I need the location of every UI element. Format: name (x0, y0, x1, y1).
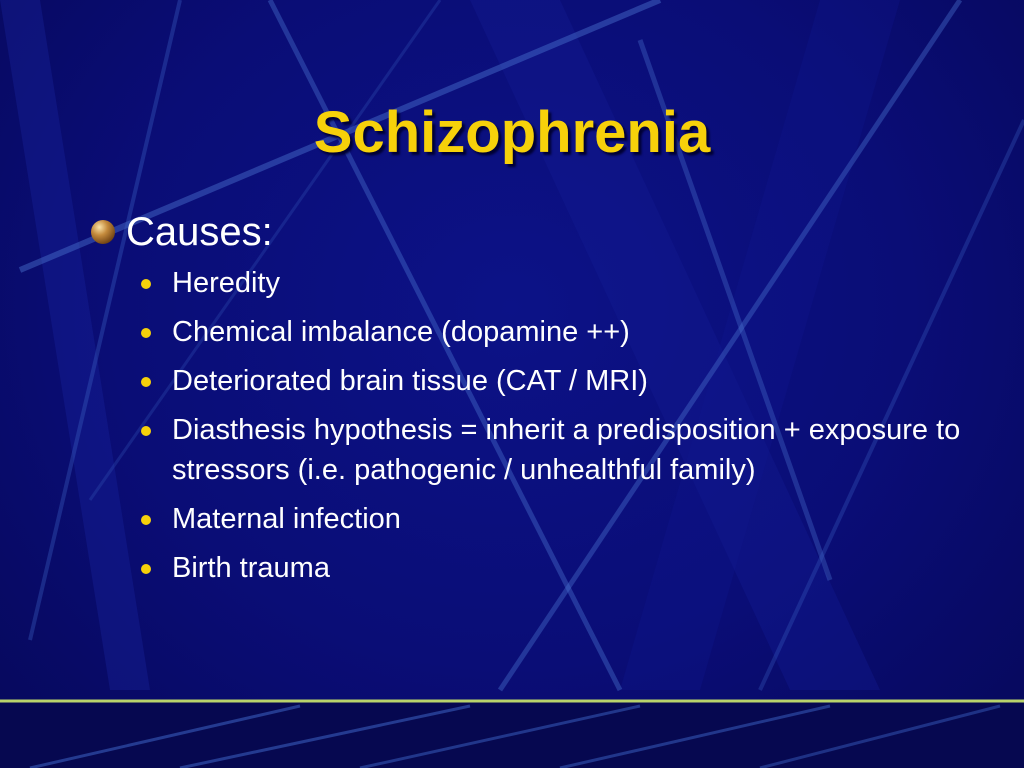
list-item (140, 499, 970, 539)
list-item (140, 361, 970, 401)
list-item (140, 312, 970, 352)
list-item-text: Maternal infection (172, 503, 401, 535)
list-item (140, 548, 970, 588)
list-item-text: Deteriorated brain tissue (CAT / MRI) (172, 365, 648, 397)
yellow-dot-icon (141, 564, 151, 574)
yellow-dot-icon (141, 279, 151, 289)
yellow-dot-icon (141, 377, 151, 387)
bronze-orb-icon (90, 219, 116, 245)
causes-heading (90, 205, 970, 259)
yellow-dot-icon (141, 515, 151, 525)
list-item (140, 410, 970, 490)
causes-heading-text: Causes: (126, 210, 273, 254)
list-item-text: Diasthesis hypothesis = inherit a predisposition + exposure to stressors (i.e. pathogenic / unhealthful family) (172, 414, 961, 486)
slide-title: Schizophrenia (313, 100, 711, 165)
slide-body (90, 205, 970, 597)
causes-list (90, 263, 970, 588)
list-item-text: Chemical imbalance (dopamine ++) (172, 316, 630, 348)
yellow-dot-icon (141, 426, 151, 436)
list-item-text: Birth trauma (172, 552, 330, 584)
list-item-text: Heredity (172, 267, 280, 299)
yellow-dot-icon (141, 328, 151, 338)
list-item (140, 263, 970, 303)
